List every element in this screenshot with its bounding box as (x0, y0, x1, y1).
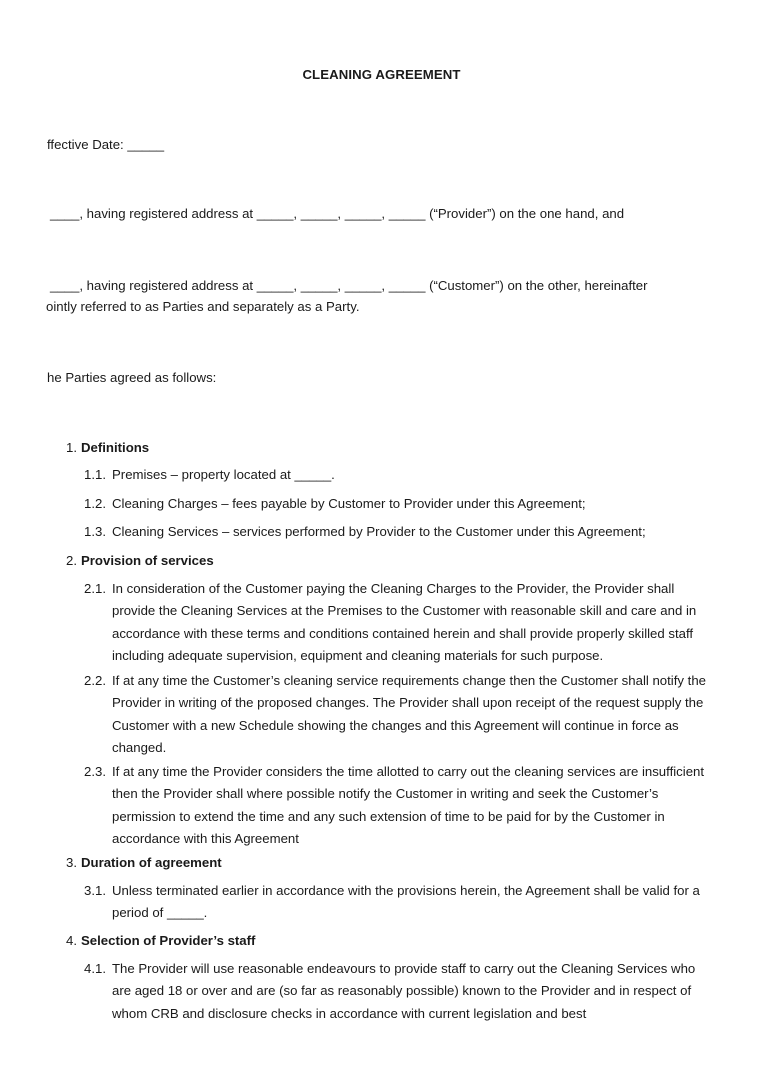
clause-1-2 (84, 493, 716, 515)
clause-number: 2.2. (84, 673, 106, 688)
clause-3-1 (84, 880, 716, 925)
section-title: Duration of agreement (81, 855, 222, 870)
provider-line: ____, having registered address at _____, _____, _____, _____ (“Provider”) on the one hand, and (50, 206, 625, 221)
clause-2-3 (84, 761, 716, 850)
clause-number: 1.3. (84, 524, 106, 539)
clause-2-1 (84, 578, 716, 667)
agreed-line: he Parties agreed as follows: (47, 370, 217, 385)
section-title: Definitions (81, 440, 150, 455)
clause-text: If at any time the Customer’s cleaning service requirements change then the Customer shall notify the Provider in writing of the proposed changes. The Provider shall upon receipt of the request supply the Customer with a new Schedule showing the changes and this Agreement will continue in force as changed. (112, 673, 706, 755)
section-number: 2. (66, 553, 77, 568)
section-title: Selection of Provider’s staff (81, 933, 256, 948)
clause-text: Premises – property located at _____. (112, 467, 335, 482)
clause-text: If at any time the Provider considers the time allotted to carry out the cleaning services are insufficient then the Provider shall where possible notify the Customer in writing and seek the Customer’s permission to extend the time and any such extension of time to be paid for by the Customer in accordance with this Agreement (112, 764, 705, 846)
section-heading-provision (66, 551, 214, 571)
clause-text: In consideration of the Customer paying the Cleaning Charges to the Provider, the Provider shall provide the Cleaning Services at the Premises to the Customer with reasonable skill and care and in accordance with these terms and conditions contained herein and shall provide properly skilled staff including adequate supervision, equipment and cleaning materials for such purpose. (112, 581, 697, 663)
section-heading-duration (66, 853, 222, 873)
section-title: Provision of services (81, 553, 214, 568)
clause-1-3 (84, 521, 716, 543)
clause-number: 1.1. (84, 467, 106, 482)
effective-date-line: ffective Date: _____ (47, 137, 165, 152)
clause-text: Cleaning Charges – fees payable by Customer to Provider under this Agreement; (112, 496, 586, 511)
section-heading-staff (66, 931, 255, 951)
clause-number: 2.3. (84, 764, 106, 779)
clause-number: 3.1. (84, 883, 106, 898)
section-number: 3. (66, 855, 77, 870)
clause-number: 1.2. (84, 496, 106, 511)
clause-number: 4.1. (84, 961, 106, 976)
section-heading-definitions (66, 438, 149, 458)
customer-line-1: ____, having registered address at _____, _____, _____, _____ (“Customer”) on the other, hereinafter (50, 278, 648, 293)
clause-2-2 (84, 670, 716, 759)
section-number: 1. (66, 440, 77, 455)
clause-1-1 (84, 464, 716, 486)
document-title: CLEANING AGREEMENT (302, 67, 461, 82)
clause-4-1 (84, 958, 716, 1025)
clause-number: 2.1. (84, 581, 106, 596)
section-number: 4. (66, 933, 77, 948)
customer-line-2: ointly referred to as Parties and separately as a Party. (46, 299, 360, 314)
clause-text: Cleaning Services – services performed by Provider to the Customer under this Agreement; (112, 524, 646, 539)
clause-text: Unless terminated earlier in accordance with the provisions herein, the Agreement shall be valid for a period of _____. (112, 883, 700, 921)
clause-text: The Provider will use reasonable endeavours to provide staff to carry out the Cleaning Services who are aged 18 or over and are (so far as reasonably possible) known to the Provider and in respect of whom CRB and disclosure checks in accordance with current legislation and best (112, 961, 696, 1021)
